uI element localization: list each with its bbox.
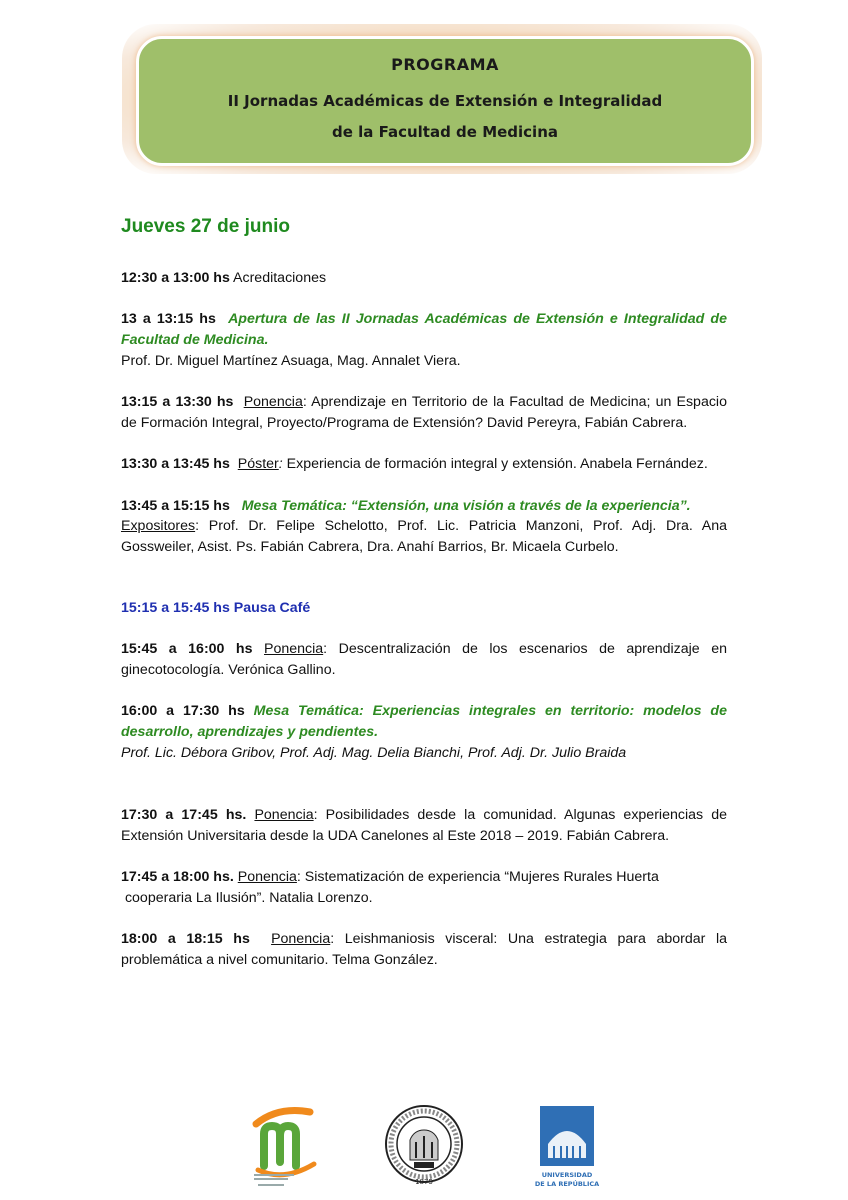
udelar-name-line2: DE LA REPÚBLICA: [534, 1180, 600, 1188]
program-content: [121, 216, 727, 971]
entry-time: 17:45 a 18:00 hs.: [121, 868, 234, 885]
entry-time: 13:45 a 15:15 hs: [121, 497, 230, 514]
event-title-line1: II Jornadas Académicas de Extensión e Integralidad: [227, 92, 663, 110]
entry-kind: Ponencia: [254, 806, 314, 823]
entry-time: 18:00 a 18:15 hs: [121, 930, 250, 947]
entry-kind: Póster: [237, 456, 279, 473]
entry-kind: Ponencia: [243, 394, 303, 411]
entry-time: 12:30 a 13:00 hs: [121, 270, 230, 286]
entry-kind: Ponencia: [264, 641, 324, 658]
entry-title: Mesa Temática: “Extensión, una visión a través de la experiencia”.: [241, 497, 691, 514]
footer-logos: [0, 1100, 848, 1192]
entry-text: : Prof. Dr. Felipe Schelotto, Prof. Lic. Patricia Manzoni, Prof. Adj. Dra. Ana Gossweiler, Asist. Ps. Fabián Cabrera, Dra. Anahí Barrios, Br. Micaela Curbelo.: [121, 518, 727, 556]
entry-people: Prof. Dr. Miguel Martínez Asuaga, Mag. Annalet Viera.: [121, 352, 461, 369]
entry-time: 13 a 13:15 hs: [121, 311, 216, 328]
entry-text-cont: cooperaria La Ilusión”. Natalia Lorenzo.: [121, 889, 373, 906]
day-heading: Jueves 27 de junio: [121, 216, 290, 237]
entry-colon: :: [278, 456, 283, 473]
event-title-line2: de la Facultad de Medicina: [331, 123, 559, 141]
program-title: PROGRAMA: [391, 55, 499, 74]
header-banner: [136, 36, 754, 166]
entry-kind: Ponencia: [237, 868, 297, 885]
entry-text: : Aprendizaje en Territorio de la Facultad de Medicina; un Espacio de Formación Integral, Proyecto/Programa de Extensión? David Pereyra, Fabián Cabrera.: [121, 394, 727, 431]
schedule-entry: [121, 701, 727, 763]
entry-people: Prof. Lic. Débora Gribov, Prof. Adj. Mag. Delia Bianchi, Prof. Adj. Dr. Julio Braida: [121, 744, 627, 761]
schedule-entry: [121, 454, 727, 475]
entry-time: 13:15 a 13:30 hs: [121, 394, 234, 411]
seal-year: 1875: [415, 1178, 433, 1186]
schedule-entry: [121, 639, 727, 681]
entry-time: 15:45 a 16:00 hs: [121, 641, 253, 658]
entry-title: Apertura de las II Jornadas Académicas de Extensión e Integralidad de Facultad de Medicina.: [121, 311, 727, 349]
schedule-entry: [121, 309, 727, 371]
facultad-medicina-seal: [384, 1100, 464, 1192]
entry-text: : Sistematización de experiencia “Mujeres Rurales Huerta: [296, 868, 659, 885]
entry-text: : Leishmaniosis visceral: Una estrategia para abordar la problemática a nivel comunitario. Telma González.: [121, 930, 728, 968]
entry-label: Expositores: [121, 518, 196, 535]
entry-title: Mesa Temática: Experiencias integrales en territorio: modelos de desarrollo, aprendizajes y pendientes.: [121, 703, 727, 741]
schedule-entry: [121, 805, 727, 847]
schedule-entry: [121, 929, 727, 971]
entry-text: : Descentralización de los escenarios de aprendizaje en ginecotocología. Verónica Gallino.: [121, 641, 727, 679]
entry-time: 17:30 a 17:45 hs.: [121, 806, 247, 823]
entry-text: Experiencia de formación integral y extensión. Anabela Fernández.: [282, 456, 708, 473]
coffee-break: 15:15 a 15:45 hs Pausa Café: [121, 599, 311, 616]
entry-time: 16:00 a 17:30 hs: [121, 703, 245, 720]
schedule-entry: [121, 867, 727, 909]
entry-text: Acreditaciones: [229, 270, 327, 286]
schedule-entry: [121, 268, 727, 289]
entry-kind: Ponencia: [271, 930, 331, 947]
entry-time: 13:30 a 13:45 hs: [121, 456, 230, 473]
entry-text: : Posibilidades desde la comunidad. Algunas experiencias de Extensión Universitaria desde la UDA Canelones al Este 2018 – 2019. Fabián Cabrera.: [121, 806, 727, 844]
schedule-entry: [121, 496, 727, 558]
extension-m-logo: [248, 1104, 328, 1188]
udelar-name-line1: UNIVERSIDAD: [541, 1171, 593, 1179]
udelar-logo: [534, 1104, 600, 1192]
schedule-entry: [121, 392, 727, 434]
